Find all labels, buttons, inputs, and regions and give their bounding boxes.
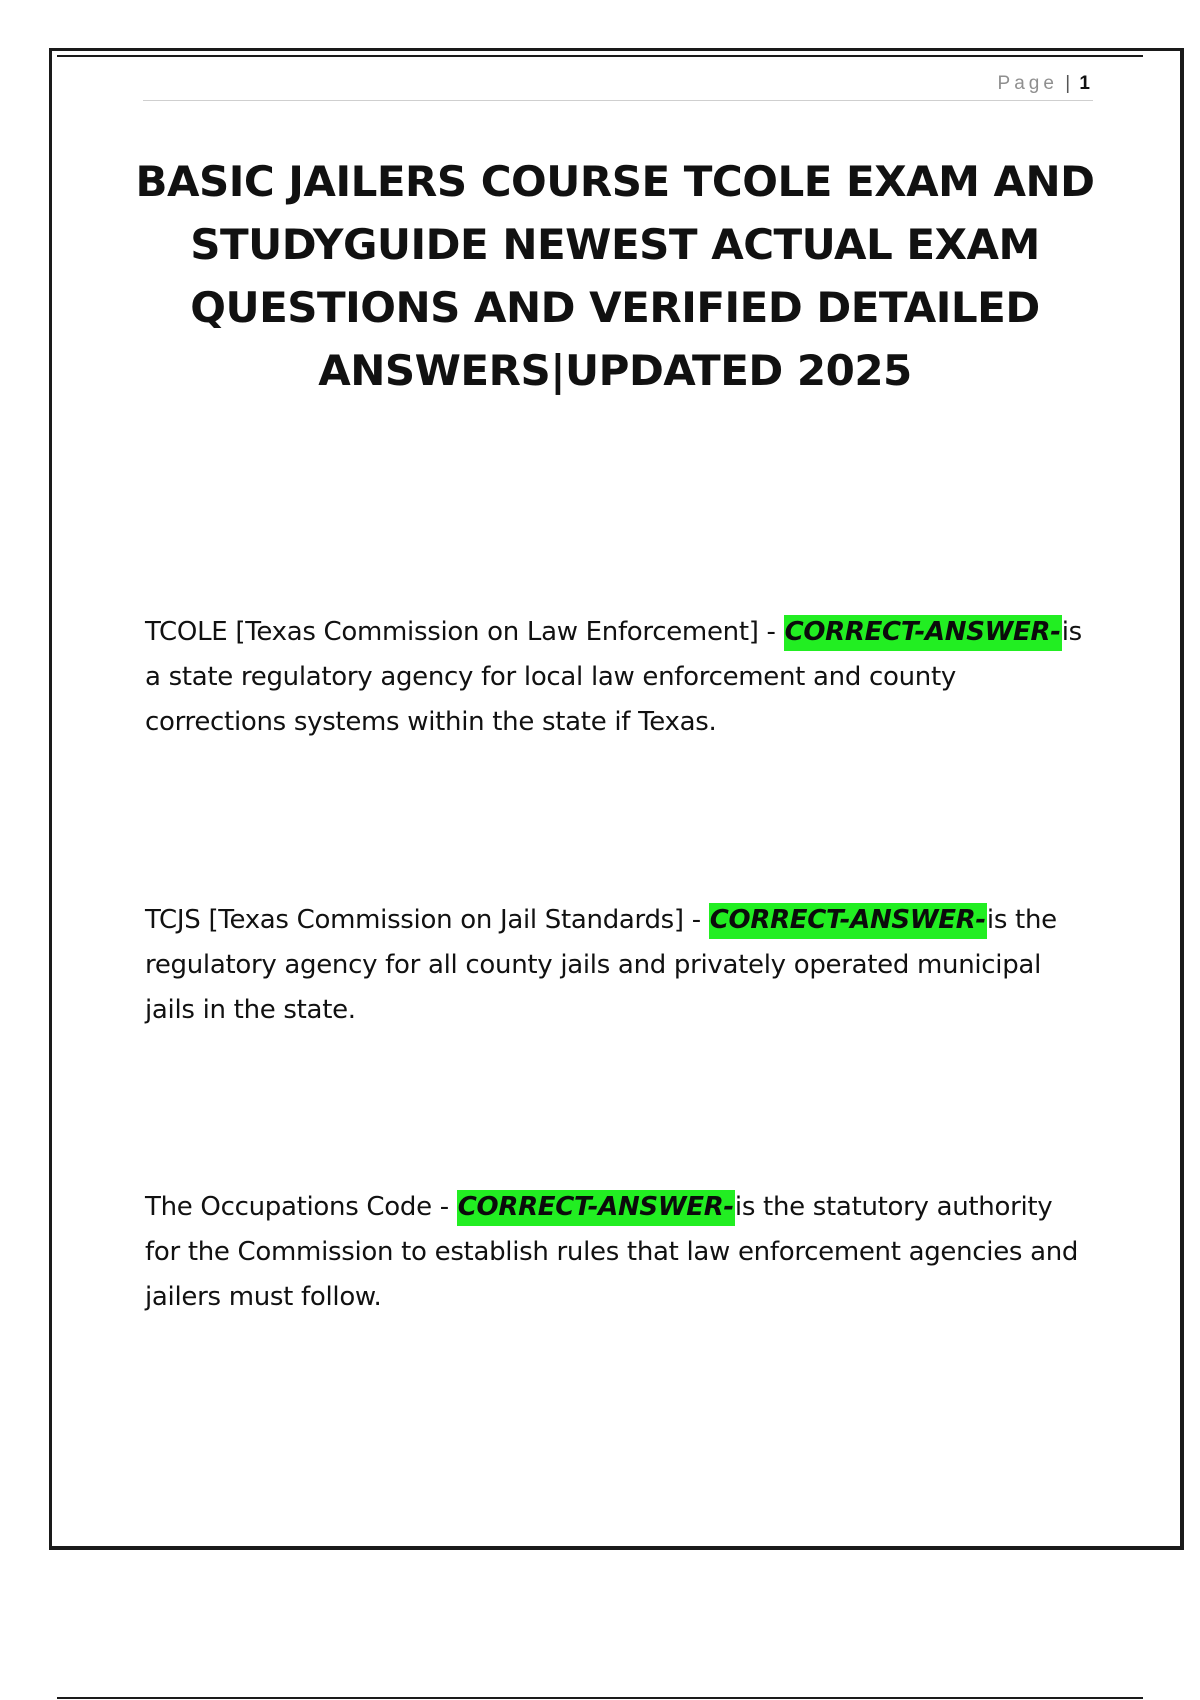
page-label: Page <box>997 73 1058 94</box>
qa-term: TCJS [Texas Commission on Jail Standards] - <box>145 905 709 935</box>
qa-item-occupations-code <box>145 1185 1095 1320</box>
page-number: 1 <box>1079 73 1090 94</box>
qa-answer: is a state regulatory agency for local law enforcement and county corrections systems within the state if Texas. <box>145 617 1082 737</box>
page-number-header <box>998 73 1090 95</box>
document-title: BASIC JAILERS COURSE TCOLE EXAM AND STUDYGUIDE NEWEST ACTUAL EXAM QUESTIONS AND VERIFIED DETAILED ANSWERS|UPDATED 2025 <box>135 157 1095 395</box>
next-page-rule <box>57 1697 1143 1699</box>
qa-term: The Occupations Code - <box>145 1192 457 1222</box>
top-rule <box>57 55 1143 57</box>
qa-answer: is the regulatory agency for all county jails and privately operated municipal jails in the state. <box>145 905 1057 1025</box>
correct-answer-tag: CORRECT-ANSWER- <box>457 1190 735 1226</box>
qa-term: TCOLE [Texas Commission on Law Enforcement] - <box>145 617 784 647</box>
page-separator: | <box>1065 73 1071 94</box>
correct-answer-tag: CORRECT-ANSWER- <box>784 615 1062 651</box>
correct-answer-tag: CORRECT-ANSWER- <box>709 903 987 939</box>
header-rule <box>143 100 1093 101</box>
qa-answer: is the statutory authority for the Commission to establish rules that law enforcement agencies and jailers must follow. <box>145 1192 1079 1312</box>
qa-item-tcole <box>145 610 1095 745</box>
qa-item-tcjs <box>145 898 1095 1033</box>
